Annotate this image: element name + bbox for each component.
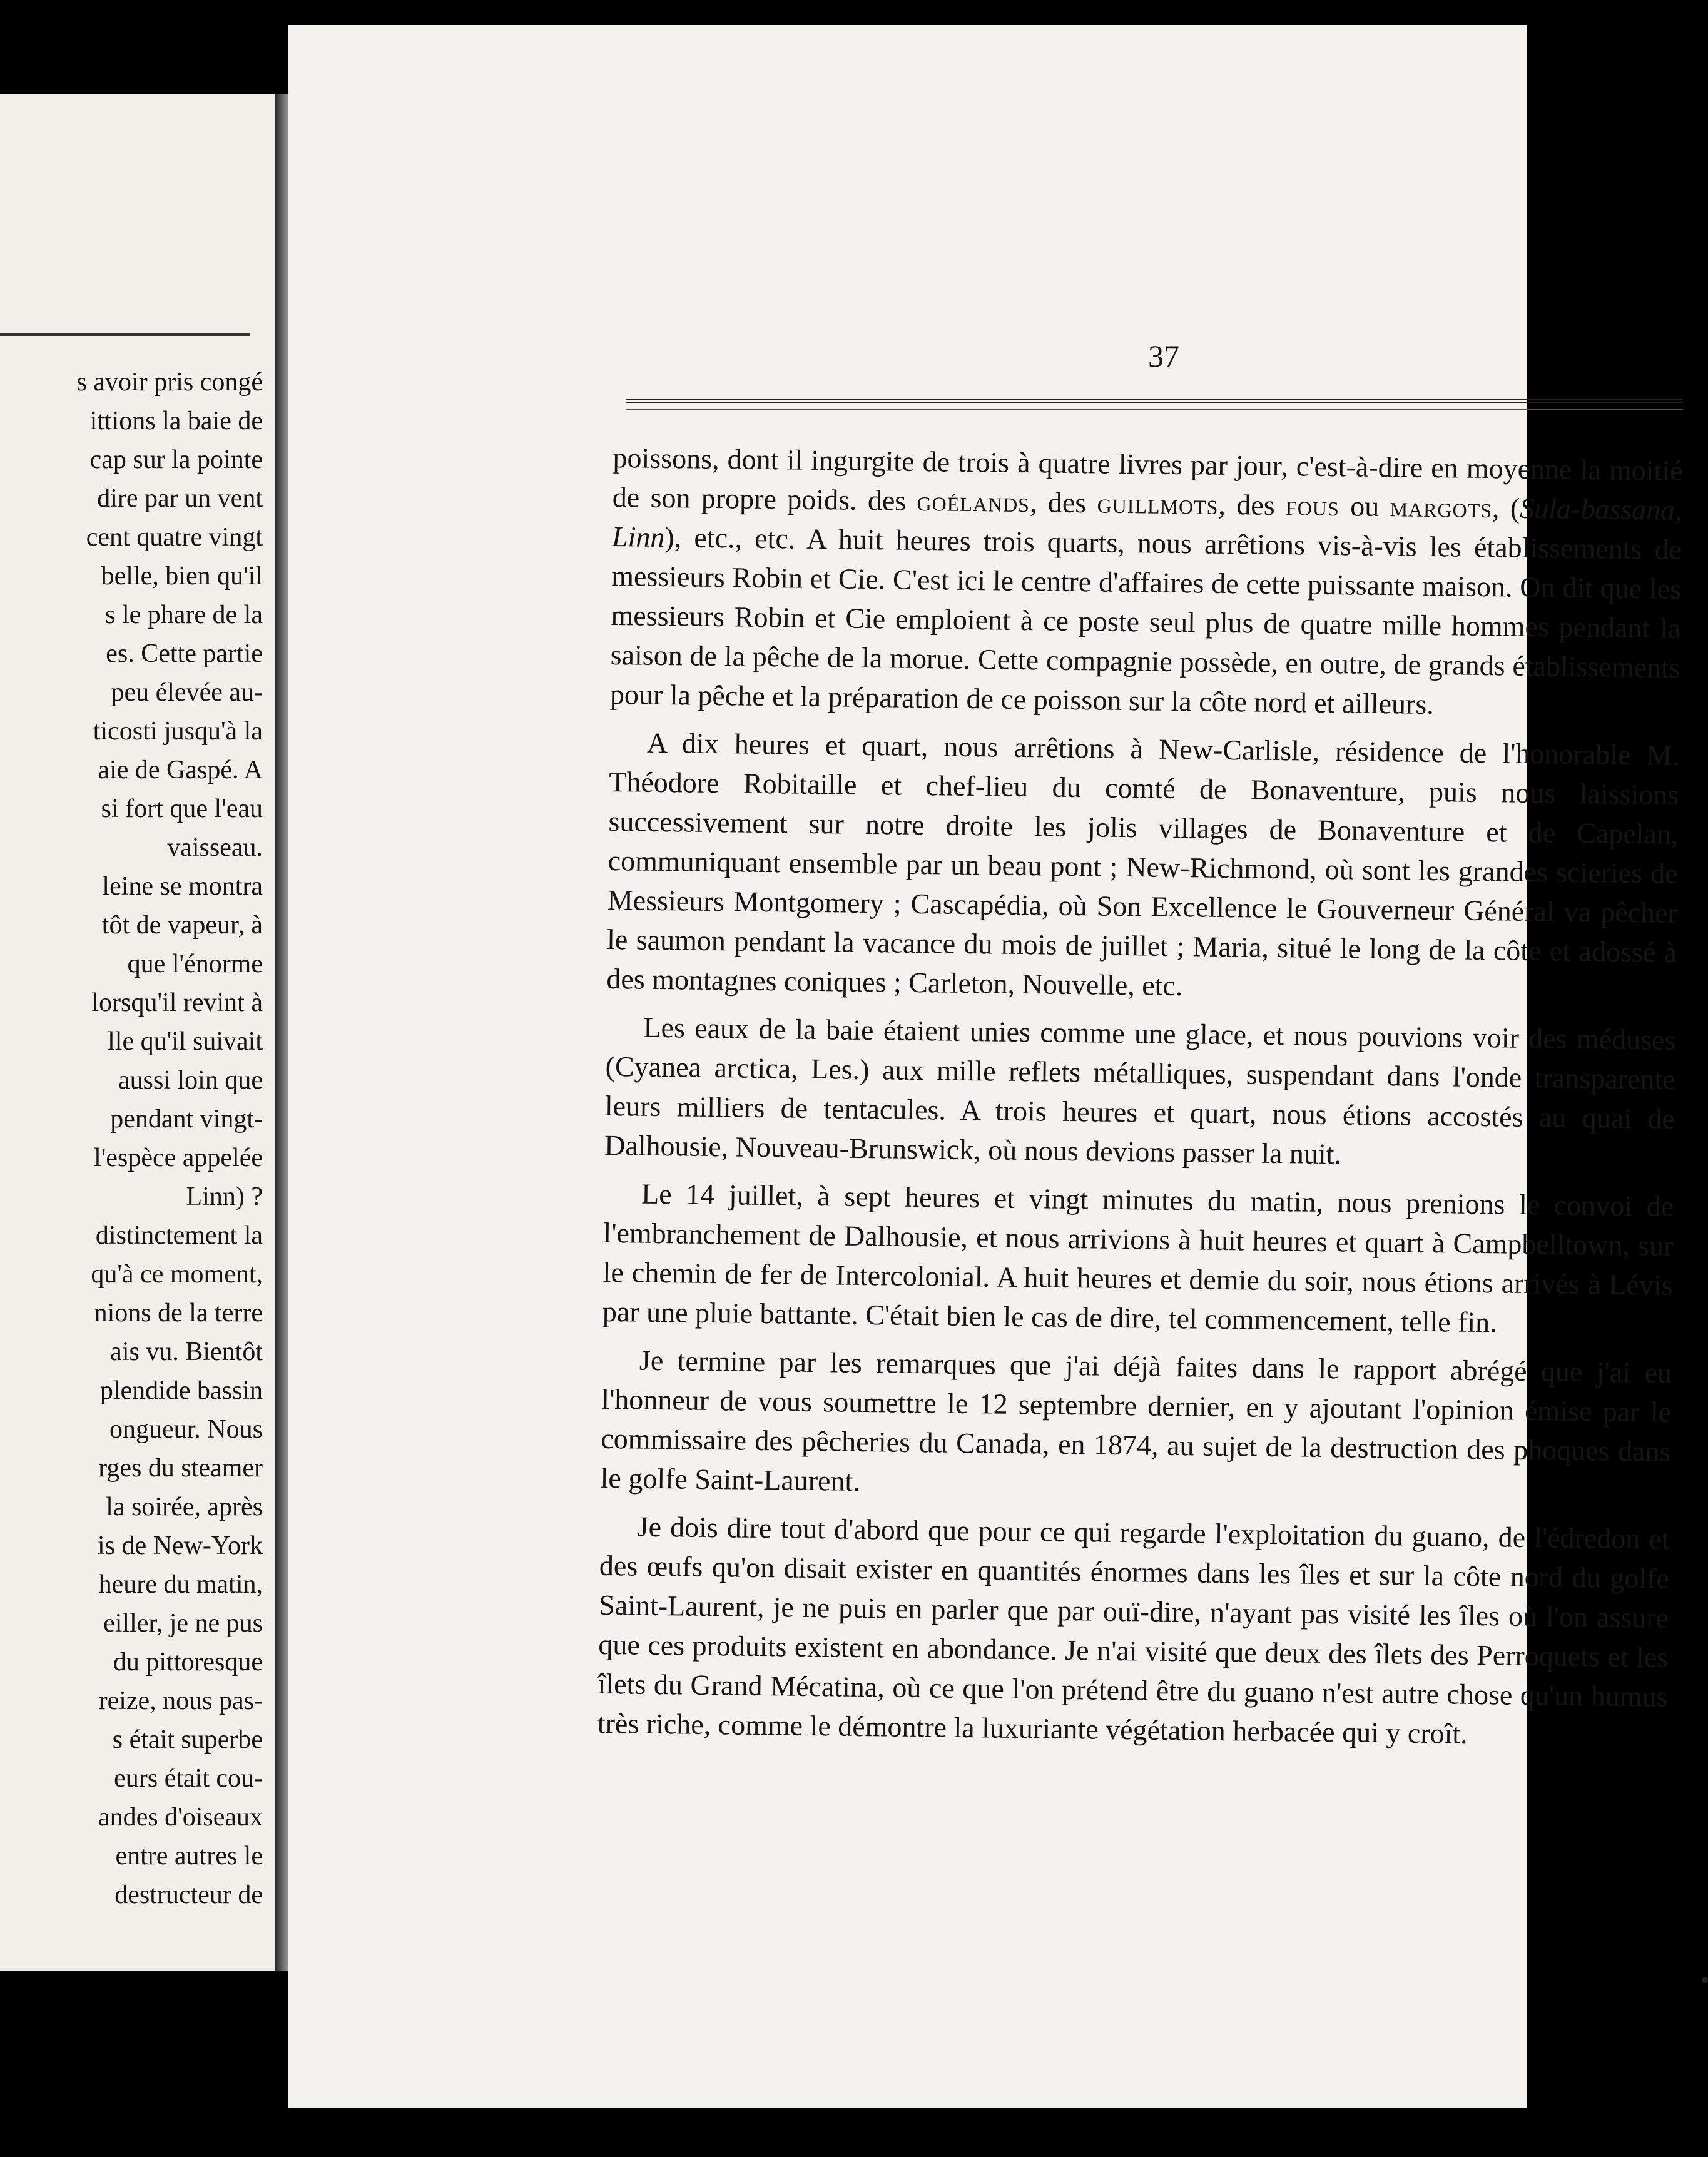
text-segment: , des [1218,488,1286,522]
previous-page-line: pendant vingt- [110,1105,263,1134]
text-segment: Sula-bassana, Linn [611,492,1683,554]
text-segment: ou [1339,490,1390,523]
previous-page-line: leine se montra [102,872,263,901]
previous-page-line: s le phare de la [105,601,263,629]
previous-page-line: Linn) ? [186,1182,263,1211]
previous-page-line: is de New-York [97,1531,263,1560]
previous-page-line: heure du matin, [98,1570,263,1599]
text-segment: guillmots [1097,487,1219,520]
book-page [288,25,1683,2108]
text-segment: Le 14 juillet, à sept heures et vingt minutes du matin, nous prenions le convoi de l'embranchement de Dalhousie, et nous arrivions à huit heures et quart à Campbelltown, sur le chemin de fer de Intercolonial. A huit heures et demie du soir, nous étions arrivés à Lévis par une pluie battante. C'était bien le cas de dire, tel commencement, telle fin. [602,1177,1674,1339]
previous-page-line: du pittoresque [113,1648,263,1677]
previous-page-line: ticosti jusqu'à la [93,717,263,746]
paragraph-p1 [610,438,1683,727]
previous-page-fragment [0,94,275,1971]
text-segment: , ( [1492,492,1520,524]
text-segment: Je termine par les remarques que j'ai déjà faites dans le rapport abrégé que j'ai eu l'honneur de vous soumettre le 12 septembre dernier, en y ajoutant l'opinion émise par le commissaire des pêcheries du Canada, en 1874, au sujet de la destruction des phoques dans le golfe Saint-Laurent. [600,1344,1672,1497]
paragraph-p5 [600,1340,1672,1511]
previous-page-line: rges du steamer [98,1454,263,1483]
text-segment: A dix heures et quart, nous arrêtions à New-Carlisle, résidence de l'honorable M. Théodore Robitaille et chef-lieu du comté de Bonaventure, puis nous laissions successivement sur notre droite les jolis villages de Bonaventure et de Capelan, communiquant ensemble par un beau pont ; New-Richmond, où sont les grandes scieries de Messieurs Montgomery ; Cascapédia, où Son Excellence le Gouverneur Général va pêcher le saumon pendant la vacance du mois de juillet ; Maria, situé le long de la côte et adossé à des montagnes coniques ; Carleton, Nouvelle, etc. [606,726,1680,1002]
previous-page-line: qu'à ce moment, [91,1260,263,1289]
previous-page-line: eurs était cou- [114,1764,263,1793]
text-segment: goélands [917,484,1030,519]
text-segment: Je dois dire tout d'abord que pour ce qui regarde l'exploitation du guano, de l'édredon et des œufs qu'on disait exister en quantités énormes dans les îles et sur la côte nord du golfe Saint-Laurent, je ne puis en parler que par ouï-dire, n'ayant pas visité les îles où l'on assure que ces produits existent en abondance. Je n'ai visité que deux des îlets des Perroquets et les îlets du Grand Mécatina, où ce que l'on prétend être du guano n'est autre chose qu'un humus très riche, comme le démontre la luxuriante végétation herbacée qui y croît. [597,1510,1670,1750]
previous-page-line: andes d'oiseaux [98,1803,263,1832]
previous-page-line: aussi loin que [118,1066,263,1095]
previous-page-line: destructeur de [114,1880,263,1909]
text-segment: poissons, dont il ingurgite de trois à quatre livres par jour, c'est-à-dire en moyenne la moitié de son propre poids. des [612,441,1683,517]
previous-page-line: si fort que l'eau [101,794,263,823]
page-body-text [597,438,1683,1765]
previous-page-line: que l'énorme [127,950,263,978]
ink-dot [1702,1977,1708,1983]
previous-page-line: es. Cette partie [106,639,263,668]
previous-page-line: s avoir pris congé [76,368,263,397]
previous-page-line: plendide bassin [99,1376,263,1405]
previous-page-line: distinctement la [95,1221,263,1250]
text-segment: Les eaux de la baie étaient unies comme une glace, et nous pouvions voir des méduses (Cyanea arctica, Les.) aux mille reflets métalliques, suspendant dans l'onde transparente leurs milliers de tentacules. A trois heures et quart, nous étions accostés au quai de Dalhousie, Nouveau-Brunswick, où nous devions passer la nuit. [604,1011,1676,1170]
paragraph-p3 [604,1007,1676,1178]
previous-page-text [0,363,263,1914]
previous-page-header-rule [0,333,250,336]
previous-page-line: ittions la baie de [89,407,263,435]
previous-page-line: peu élevée au- [111,678,263,707]
paragraph-p2 [606,723,1679,1012]
previous-page-line: nions de la terre [94,1299,263,1327]
paragraph-p6 [597,1506,1670,1756]
header-rule-thin [626,409,1683,410]
previous-page-line: cap sur la pointe [89,445,263,474]
previous-page-line: belle, bien qu'il [101,562,263,591]
text-segment: ), etc., etc. A huit heures trois quarts, nous arrêtions vis-à-vis les établissements de messieurs Robin et Cie. C'est ici le centre d'affaires de cette puissante maison. On dit que les messieurs Robin et Cie emploient à ce poste seul plus de quatre mille hommes pendant la saison de la pêche de la morue. Cette compagnie possède, en outre, de grands établissements pour la pêche et la préparation de ce poisson sur la côte nord et ailleurs. [609,521,1682,721]
previous-page-line: lle qu'il suivait [108,1027,263,1056]
previous-page-line: l'espèce appelée [94,1144,263,1172]
previous-page-line: lorsqu'il revint à [91,988,263,1017]
previous-page-line: reize, nous pas- [98,1687,263,1715]
text-segment: fous [1285,489,1340,522]
previous-page-line: aie de Gaspé. A [98,756,263,784]
previous-page-line: ais vu. Bientôt [110,1337,263,1366]
previous-page-line: s était superbe [112,1725,263,1754]
paragraph-p4 [602,1174,1674,1344]
previous-page-line: eiller, je ne pus [103,1609,263,1638]
previous-page-line: tôt de vapeur, à [101,911,263,940]
previous-page-line: dire par un vent [97,484,263,513]
previous-page-line: vaisseau. [167,833,263,862]
text-segment: , des [1029,486,1097,519]
previous-page-line: la soirée, après [106,1493,263,1521]
previous-page-line: entre autres le [115,1842,263,1870]
previous-page-line: ongueur. Nous [109,1415,263,1444]
previous-page-line: cent quatre vingt [86,523,263,552]
text-segment: margots [1390,490,1493,524]
header-rule [626,399,1683,403]
page-number: 37 [1148,338,1179,373]
